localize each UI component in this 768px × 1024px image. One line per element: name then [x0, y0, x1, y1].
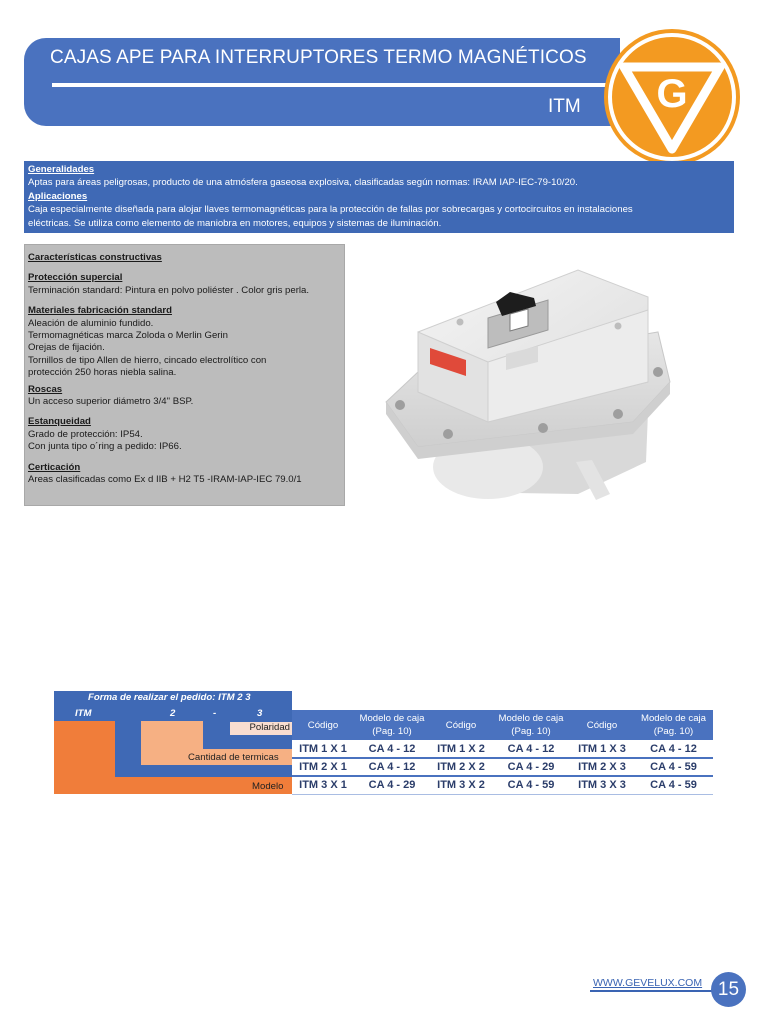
aplicaciones-text-2: eléctricas. Se utiliza como elemento de maniobra en motores, equipos y sistemas de iluminación. — [28, 217, 442, 229]
estanqueidad-item: Grado de protección: IP54. — [28, 428, 143, 440]
order-code-itm: ITM — [75, 708, 92, 719]
logo-letter: G — [656, 72, 688, 116]
table-cell: ITM 1 X 1 — [299, 743, 347, 755]
order-code-2: 2 — [170, 708, 176, 719]
modelo-label: Modelo — [252, 781, 284, 792]
footer-divider — [590, 990, 712, 992]
generalidades-heading: Generalidades — [28, 164, 95, 175]
table-header-codigo: Código — [570, 710, 634, 740]
table-header-modelo: Modelo de caja (Pag. 10) — [354, 710, 430, 740]
generalidades-text: Aptas para áreas peligrosas, producto de una atmósfera gaseosa explosiva, clasificadas según normas: IRAM IAP-IEC-79-10/20. — [28, 177, 578, 189]
page-title: CAJAS APE PARA INTERRUPTORES TERMO MAGNÉTICOS — [50, 47, 587, 68]
table-cell: ITM 3 X 3 — [578, 779, 626, 791]
table-header-modelo: Modelo de caja (Pag. 10) — [634, 710, 713, 740]
aplicaciones-text-1: Caja especialmente diseñada para alojar llaves termomagnéticas para la protección de fallas por sobrecargas y cortocircuitos en instalaciones — [28, 204, 633, 216]
table-cell: ITM 2 X 2 — [437, 761, 485, 773]
materiales-item: protección 250 horas niebla salina. — [28, 367, 177, 379]
table-cell: CA 4 - 12 — [368, 761, 416, 773]
table-cell: CA 4 - 59 — [650, 761, 697, 773]
estanqueidad-item: Con junta tipo o´ring a pedido: IP66. — [28, 441, 182, 453]
estanqueidad-heading: Estanqueidad — [28, 416, 91, 428]
generalidades-box — [24, 161, 734, 233]
table-cell: CA 4 - 29 — [507, 761, 555, 773]
table-header-codigo: Código — [430, 710, 492, 740]
materiales-item: Termomagnéticas marca Zoloda o Merlin Gerin — [28, 330, 228, 342]
materiales-item: Aleación de aluminio fundido. — [28, 317, 154, 329]
table-cell: ITM 3 X 1 — [299, 779, 347, 791]
caracteristicas-box — [24, 244, 345, 506]
caracteristicas-heading: Características constructivas — [28, 252, 162, 263]
table-cell: CA 4 - 12 — [507, 743, 555, 755]
table-cell: CA 4 - 29 — [368, 779, 416, 791]
order-code-dash: - — [213, 708, 217, 719]
page-subtitle: ITM — [548, 96, 581, 117]
table-cell: ITM 1 X 2 — [437, 743, 485, 755]
order-title: Forma de realizar el pedido: ITM 2 3 — [88, 692, 251, 703]
table-cell: ITM 3 X 2 — [437, 779, 485, 791]
table-cell: CA 4 - 59 — [507, 779, 555, 791]
materiales-heading: Materiales fabricación standard — [28, 305, 172, 317]
table-cell: ITM 2 X 3 — [578, 761, 626, 773]
roscas-text: Un acceso superior diámetro 3/4" BSP. — [28, 396, 194, 408]
header-divider — [52, 83, 607, 87]
order-code-3: 3 — [257, 708, 263, 719]
row-divider — [292, 794, 713, 795]
materiales-item: Tornillos de tipo Allen de hierro, cincado electrolítico con — [28, 354, 267, 366]
page-number: 15 — [711, 972, 746, 1007]
materiales-item: Orejas de fijación. — [28, 342, 105, 354]
website-link[interactable]: WWW.GEVELUX.COM — [593, 977, 703, 989]
gevelux-logo-icon — [602, 27, 742, 167]
roscas-heading: Roscas — [28, 383, 63, 395]
polaridad-label: Polaridad — [230, 722, 292, 735]
cantidad-label: Cantidad de termicas — [188, 752, 279, 763]
certificacion-text: Areas clasificadas como Ex d IIB + H2 T5 -IRAM-IAP-IEC 79.0/1 — [28, 474, 302, 486]
proteccion-heading: Protección supercial — [28, 272, 123, 284]
table-header-modelo: Modelo de caja (Pag. 10) — [492, 710, 570, 740]
proteccion-text: Terminación standard: Pintura en polvo poliéster . Color gris perla. — [28, 284, 310, 296]
product-image — [378, 262, 678, 522]
table-cell: CA 4 - 12 — [368, 743, 416, 755]
certificacion-heading: Certicación — [28, 461, 81, 473]
table-cell: ITM 1 X 3 — [578, 743, 626, 755]
aplicaciones-heading: Aplicaciones — [28, 190, 88, 202]
table-cell: ITM 2 X 1 — [299, 761, 347, 773]
table-cell: CA 4 - 12 — [650, 743, 697, 755]
table-cell: CA 4 - 59 — [650, 779, 697, 791]
table-header-codigo: Código — [292, 710, 354, 740]
